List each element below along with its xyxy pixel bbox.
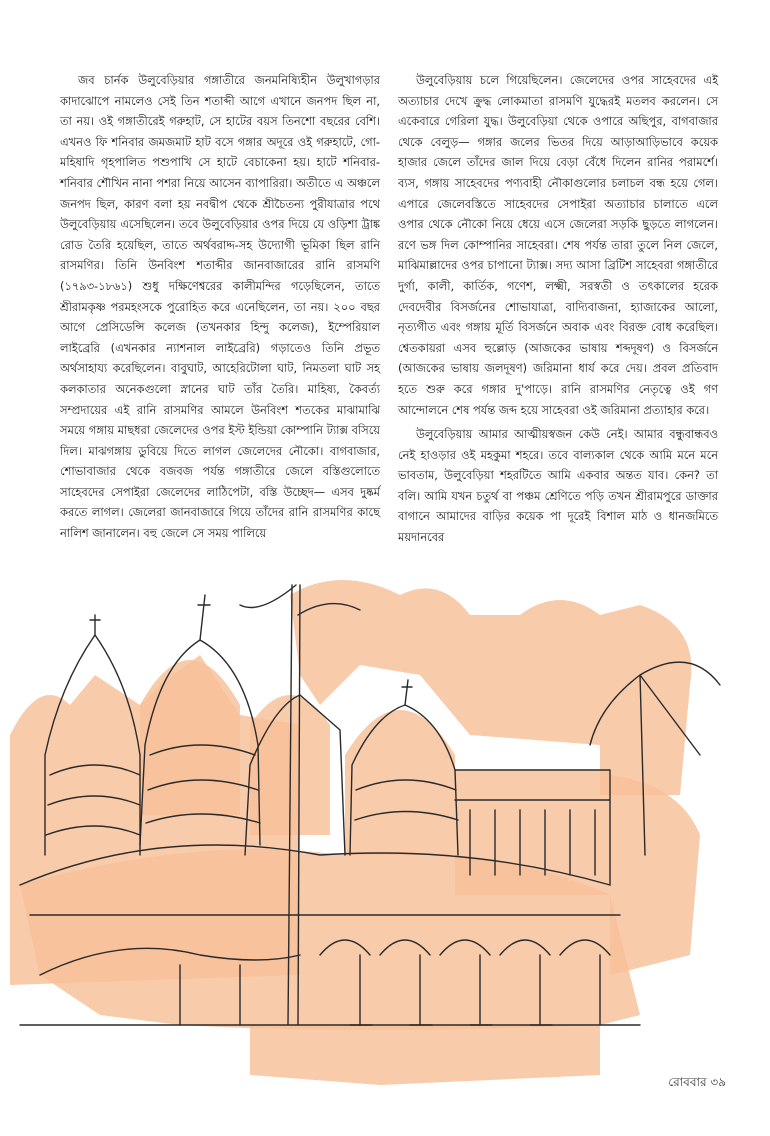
page-footer-folio: রোববার ৩৯ xyxy=(668,1075,726,1089)
paragraph: উলুবেড়িয়ায় আমার আত্মীয়স্বজন কেউ নেই। আমার বন্ধুবান্ধবও নেই হাওড়ার ওই মহকুমা শহরে। তবে বাল্যকাল থেকে আমি মনে মনে ভাবতাম, উলুবেড়িয়া শহরটিতে আমি একবার অন্তত যাব। কেন? তা বলি। আমি যখন চতুর্থ বা পঞ্চম শ্রেণিতে পড়ি তখন শ্রীরামপুরে ডাক্তার বাগানে আমাদের বাড়ির কয়েক পা দূরেই বিশাল মাঠ ও ধানজমিতে ময়দানবের xyxy=(398,427,718,545)
article-column-right xyxy=(398,70,718,548)
article-column-left xyxy=(60,70,380,544)
color-wash xyxy=(10,580,700,1085)
temple-sketch-illustration xyxy=(0,555,770,1095)
paragraph: উলুবেড়িয়ায় চলে গিয়েছিলেন। জেলেদের ওপর সাহেবদের এই অত্যাচার দেখে ক্রুদ্ধ লোকমাতা রাসমণি যুদ্ধেরই মতলব করলেন। সে একেবারে গেরিলা যুদ্ধ। উলুবেড়িয়া থেকে ওপারে অছিপুর, বাগবাজার থেকে বেলুড়— গঙ্গার জলের ভিতর দিয়ে আড়াআড়িভাবে কয়েক হাজার জেলে তাঁদের জাল দিয়ে বেড়া বেঁধে দিলেন রানির পরামর্শে। ব্যস, গঙ্গায় সাহেবদের পণ্যবাহী নৌকাগুলোর চলাচল বন্ধ হয়ে গেল। এপারে জেলেবস্তিতে সাহেবদের সেপাইরা অত্যাচার চালাতে এলে ওপার থেকে নৌকো নিয়ে ধেয়ে এসে জেলেরা সড়কি ছুড়তে লাগলেন। রণে ভঙ্গ দিল কোম্পানির সাহেবরা। শেষ পর্যন্ত তারা তুলে নিল জেলে, মাঝিমাল্লাদের ওপর চাপানো ট্যাক্স। সদ্য আসা ব্রিটিশ সাহেবরা গঙ্গাতীরে দুর্গা, কালী, কার্তিক, গণেশ, লক্ষ্মী, সরস্বতী ও তৎকালের হরেক দেবদেবীর বিসর্জনের শোভাযাত্রা, বাদ্যিবাজনা, হ্যাজাকের আলো, নৃত্যগীত এবং গঙ্গায় মূর্তি বিসর্জনে অবাক এবং বিরক্ত বোধ করেছিল। শ্বেতকায়রা এসব হুল্লোড় (আজকের ভাষায় শব্দদূষণ) ও বিসর্জনে (আজকের ভাষায় জলদূষণ) জরিমানা ধার্য করে দেয়। প্রবল প্রতিবাদ হতে শুরু করে গঙ্গার দু'পাড়ে। রানি রাসমণির নেতৃত্বে ওই গণ আন্দোলনে শেষ পর্যন্ত জব্দ হয়ে সাহেবরা ওই জরিমানা প্রত্যাহার করে। xyxy=(398,73,718,417)
paragraph: জব চার্নক উলুবেড়িয়ার গঙ্গাতীরে জনমনিষ্যিহীন উলুখাগড়ার কাদাঝোপে নামলেও সেই তিন শতাব্দী আগে এখানে জনপদ ছিল না, তা নয়। ওই গঙ্গাতীরেই গরুহাট, সে হাটের বয়স তিনশো বছরের বেশি। এখনও ফি শনিবার জমজমাট হাট বসে গঙ্গার অদূরে ওই গরুহাটে, গো-মহিষাদি গৃহপালিত পশুপাখি সে হাটে বেচাকেনা হয়। হাটে শনিবার-শনিবার শৌখিন নানা পশরা নিয়ে আসেন ব্যাপারিরা। অতীতে এ অঞ্চলে জনপদ ছিল, কারণ বলা হয় নবদ্বীপ থেকে শ্রীচৈতন্য পুরীযাত্রার পথে উলুবেড়িয়ায় এসেছিলেন। তবে উলুবেড়িয়ার ওপর দিয়ে যে ওড়িশা ট্রাঙ্ক রোড তৈরি হয়েছিল, তাতে অর্থবরাদ্দ-সহ উদ্যোগী ভূমিকা ছিল রানি রাসমণির। তিনি উনবিংশ শতাব্দীর জানবাজারের রানি রাসমণি (১৭৯৩-১৮৬১) শুধু দক্ষিণেশ্বরের কালীমন্দির গড়েছিলেন, তাতে শ্রীরামকৃষ্ণ পরমহংসকে পুরোহিত করে এনেছিলেন, তা নয়। ২০০ বছর আগে প্রেসিডেন্সি কলেজ (তখনকার হিন্দু কলেজ), ইম্পেরিয়াল লাইব্রেরি (এখনকার ন্যাশনাল লাইব্রেরি) গড়াতেও তিনি প্রভূত অর্থসাহায্য করেছিলেন। বাবুঘাট, আহেরিটোলা ঘাট, নিমতলা ঘাট সহ কলকাতার অনেকগুলো স্নানের ঘাট তাঁর তৈরি। মাহিষ্য, কৈবর্ত্য সম্প্রদায়ের এই রানি রাসমণির আমলে উনবিংশ শতকের মাঝামাঝি সময়ে গঙ্গায় মাছধরা জেলেদের ওপর ইস্ট ইন্ডিয়া কোম্পানি ট্যাক্স বসিয়ে দিল। মাঝগঙ্গায় ডুবিয়ে দিতে লাগল জেলেদের নৌকো। বাগবাজার, শোভাবাজার থেকে বজবজ পর্যন্ত গঙ্গাতীরে জেলে বস্তিগুলোতে সাহেবদের সেপাইরা জেলেদের লাঠিপেটা, বস্তি উচ্ছেদ— এসব দুষ্কর্ম করতে লাগল। জেলেরা জানবাজারে গিয়ে তাঁদের রানি রাসমণির কাছে নালিশ জানালেন। বহু জেলে সে সময় পালিয়ে xyxy=(60,73,380,541)
